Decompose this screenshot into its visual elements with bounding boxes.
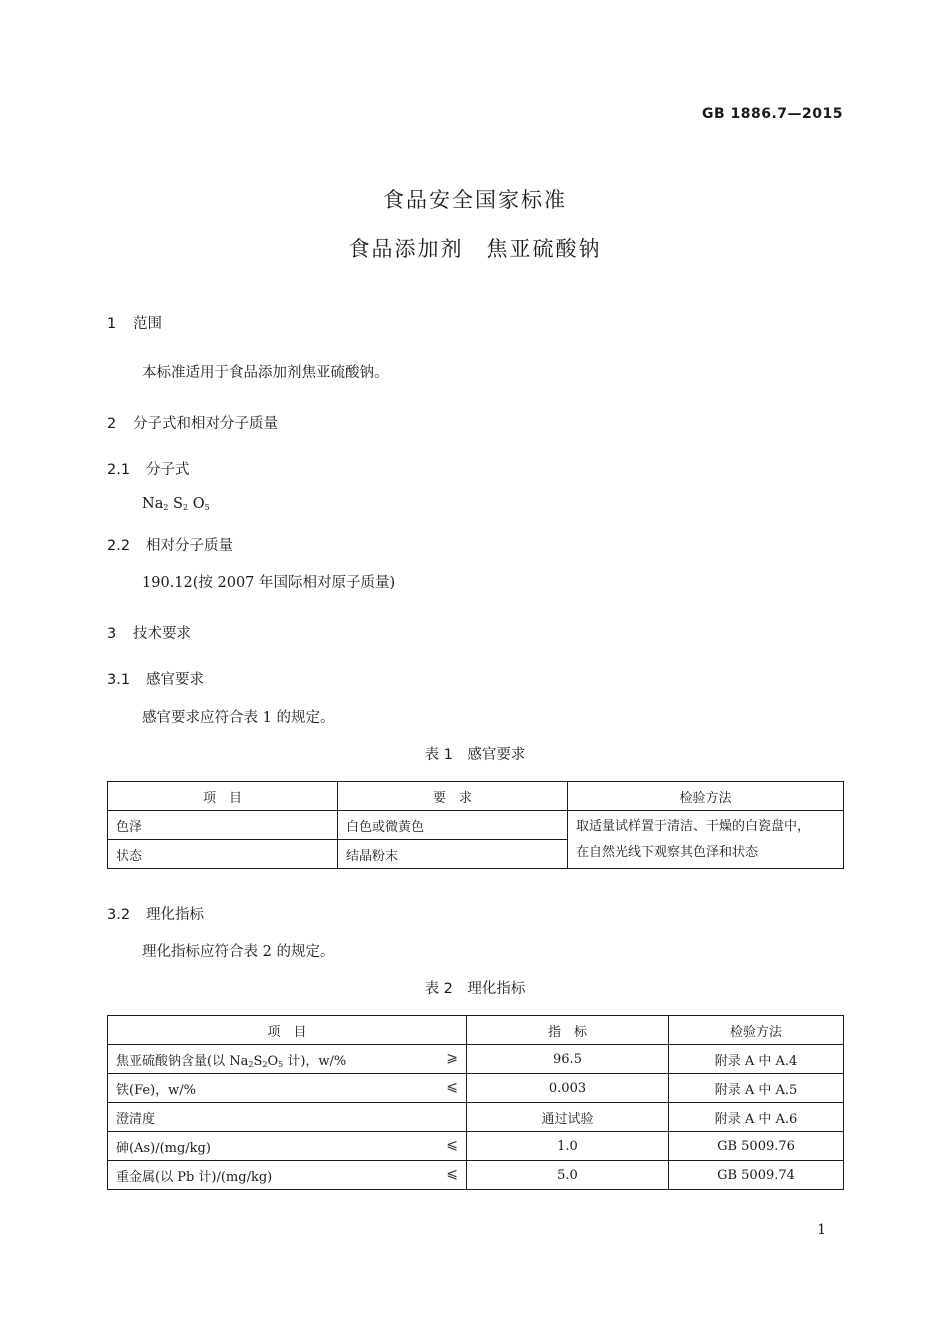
item-text: O (267, 1053, 279, 1069)
section-number: 3.2 (107, 907, 131, 923)
page-subtitle: 食品添加剂 焦亚硫酸钠 (348, 237, 602, 261)
table-row (108, 1074, 844, 1103)
table-1 (107, 781, 844, 869)
section-title: 分子式 (146, 462, 190, 478)
table-1-caption: 表 1 感官要求 (424, 747, 526, 763)
table-row (108, 1045, 844, 1074)
item-text: 砷(As)/(mg/kg) (116, 1140, 211, 1156)
section-title: 感官要求 (146, 672, 204, 688)
item-text: 计)，w/% (283, 1053, 347, 1069)
molecular-formula (142, 496, 210, 512)
table-cell-method: GB 5009.76 (669, 1132, 844, 1161)
item-subscript: 2 (248, 1059, 254, 1069)
table-header: 项 目 (108, 782, 338, 811)
table-cell-value: 5.0 (467, 1161, 669, 1190)
comparison-symbol: ⩽ (446, 1165, 458, 1182)
section-1-heading (107, 312, 162, 333)
item-text: S (253, 1053, 263, 1069)
table-header-row (108, 782, 844, 811)
section-1-text: 本标准适用于食品添加剂焦亚硫酸钠。 (142, 365, 389, 381)
formula-element: S (173, 496, 183, 512)
item-text: 铁(Fe)，w/% (116, 1082, 197, 1098)
table-cell-value: 0.003 (467, 1074, 669, 1103)
table-cell-requirement: 白色或微黄色 (338, 811, 568, 840)
table-cell-method: 附录 A 中 A.4 (669, 1045, 844, 1074)
section-3-2-text: 理化指标应符合表 2 的规定。 (142, 944, 335, 960)
formula-subscript: 2 (163, 503, 169, 512)
table-header: 检验方法 (669, 1016, 844, 1045)
table-row (108, 811, 844, 840)
table-cell-value: 1.0 (467, 1132, 669, 1161)
table-header: 要 求 (338, 782, 568, 811)
comparison-symbol: ⩽ (446, 1078, 458, 1095)
section-number: 1 (107, 316, 117, 332)
table-cell-item (108, 1103, 467, 1132)
section-3-1-heading (107, 668, 204, 689)
section-2-2-heading (107, 534, 233, 555)
method-line-1: 取适量试样置于清洁、干燥的白瓷盘中， (576, 818, 811, 834)
table-row (108, 1132, 844, 1161)
section-2-heading (107, 412, 278, 433)
table-cell-value: 通过试验 (467, 1103, 669, 1132)
formula-element: O (192, 496, 205, 512)
table-cell-value: 96.5 (467, 1045, 669, 1074)
table-header: 指 标 (467, 1016, 669, 1045)
comparison-symbol: ⩾ (446, 1049, 458, 1066)
table-cell-method: GB 5009.74 (669, 1161, 844, 1190)
table-cell-method: 附录 A 中 A.6 (669, 1103, 844, 1132)
item-text: 焦亚硫酸钠含量(以 Na (116, 1053, 249, 1069)
section-2-1-heading (107, 458, 190, 479)
section-number: 2.2 (107, 538, 131, 554)
formula-subscript: 2 (182, 503, 189, 512)
section-title: 技术要求 (133, 626, 191, 642)
item-subscript: 5 (278, 1059, 284, 1069)
table-cell-item (108, 1074, 467, 1103)
table-header-row (108, 1016, 844, 1045)
table-cell-item (108, 1045, 467, 1074)
formula-element: Na (142, 496, 164, 512)
item-subscript: 2 (262, 1059, 268, 1069)
item-text: 澄清度 (116, 1111, 156, 1127)
table-2 (107, 1015, 844, 1190)
section-2-2-text: 190.12(按 2007 年国际相对原子质量) (142, 575, 396, 591)
comparison-symbol: ⩽ (446, 1136, 458, 1153)
formula-subscript: 5 (204, 503, 210, 512)
method-line-2: 在自然光线下观察其色泽和状态 (576, 844, 759, 860)
page-number: 1 (817, 1222, 826, 1238)
table-cell-requirement: 结晶粉末 (338, 840, 568, 869)
section-number: 3.1 (107, 672, 131, 688)
table-cell-item: 状态 (108, 840, 338, 869)
section-number: 2 (107, 416, 117, 432)
section-3-1-text: 感官要求应符合表 1 的规定。 (142, 710, 335, 726)
section-3-2-heading (107, 903, 204, 924)
section-title: 范围 (133, 316, 162, 332)
table-cell-item: 色泽 (108, 811, 338, 840)
table-cell-item (108, 1132, 467, 1161)
section-title: 理化指标 (146, 907, 204, 923)
standard-code: GB 1886.7—2015 (701, 106, 843, 122)
table-cell-method: 附录 A 中 A.5 (669, 1074, 844, 1103)
page-title: 食品安全国家标准 (383, 188, 567, 212)
section-3-heading (107, 622, 191, 643)
table-cell-method (568, 811, 844, 869)
section-title: 分子式和相对分子质量 (133, 416, 278, 432)
table-header: 项 目 (108, 1016, 467, 1045)
table-2-caption: 表 2 理化指标 (424, 981, 526, 997)
section-number: 2.1 (107, 462, 131, 478)
table-header: 检验方法 (568, 782, 844, 811)
item-text: 重金属(以 Pb 计)/(mg/kg) (116, 1169, 273, 1185)
table-row (108, 1161, 844, 1190)
table-cell-item (108, 1161, 467, 1190)
section-title: 相对分子质量 (146, 538, 233, 554)
section-number: 3 (107, 626, 117, 642)
table-row (108, 1103, 844, 1132)
